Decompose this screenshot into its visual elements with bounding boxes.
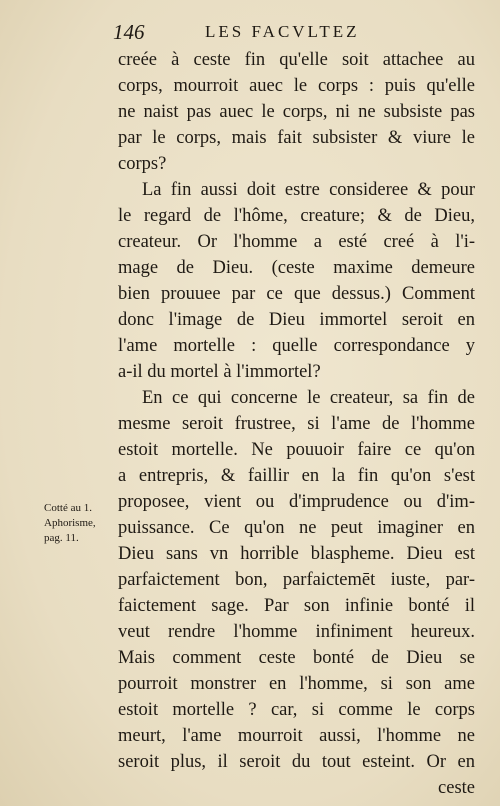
text-line: meurt, l'ame mourroit aussi, l'homme ne [118, 726, 475, 746]
text-line: bien prouuee par ce que dessus.) Comment [118, 284, 475, 304]
margin-note [44, 501, 120, 546]
running-title: LES FACVLTEZ [205, 22, 360, 41]
margin-note-line: Cotté au 1. [44, 502, 92, 514]
margin-note-line: Aphorisme, [44, 517, 96, 529]
text-line: donc l'image de Dieu immortel seroit en [118, 310, 475, 330]
text-line: l'ame mortelle : quelle correspondance y [118, 336, 475, 356]
text-line: proposee, vient ou d'imprudence ou d'im- [118, 492, 475, 512]
text-line: puissance. Ce qu'on ne peut imaginer en [118, 518, 475, 538]
text-line: a entrepris, & faillir en la fin qu'on s'est [118, 466, 475, 486]
text-line: seroit plus, il seroit du tout esteint. Or en [118, 752, 475, 772]
text-line: pourroit monstrer en l'homme, si son ame [118, 674, 475, 694]
text-line: mage de Dieu. (ceste maxime demeure [118, 258, 475, 278]
text-line: En ce qui concerne le createur, sa fin de [142, 388, 475, 408]
text-line: corps, mourroit auec le corps : puis qu'elle [118, 76, 475, 96]
page-header [113, 20, 483, 48]
text-line: Mais comment ceste bonté de Dieu se [118, 648, 475, 668]
text-line: estoit mortelle. Ne pouuoir faire ce qu'on [118, 440, 475, 460]
text-line: mesme seroit frustree, si l'ame de l'homme [118, 414, 475, 434]
text-line: parfaictement bon, parfaictemēt iuste, par- [118, 570, 475, 590]
text-line: par le corps, mais fait subsister & viure le [118, 128, 475, 148]
text-line: a-il du mortel à l'immortel? [118, 362, 321, 382]
text-line: createur. Or l'homme a esté creé à l'i- [118, 232, 475, 252]
text-line: faictement sage. Par son infinie bonté il [118, 596, 475, 616]
text-line: creée à ceste fin qu'elle soit attachee au [118, 50, 475, 70]
text-line: le regard de l'hôme, creature; & de Dieu, [118, 206, 475, 226]
text-line: Dieu sans vn horrible blaspheme. Dieu est [118, 544, 475, 564]
margin-note-line: pag. 11. [44, 532, 79, 544]
page-number: 146 [113, 20, 145, 44]
catchword: ceste [438, 778, 475, 798]
text-line: veut rendre l'homme infiniment heureux. [118, 622, 475, 642]
text-line: ne naist pas auec le corps, ni ne subsiste pas [118, 102, 475, 122]
text-line: estoit mortelle ? car, si comme le corps [118, 700, 475, 720]
text-line: corps? [118, 154, 167, 174]
text-line: La fin aussi doit estre consideree & pour [142, 180, 475, 200]
